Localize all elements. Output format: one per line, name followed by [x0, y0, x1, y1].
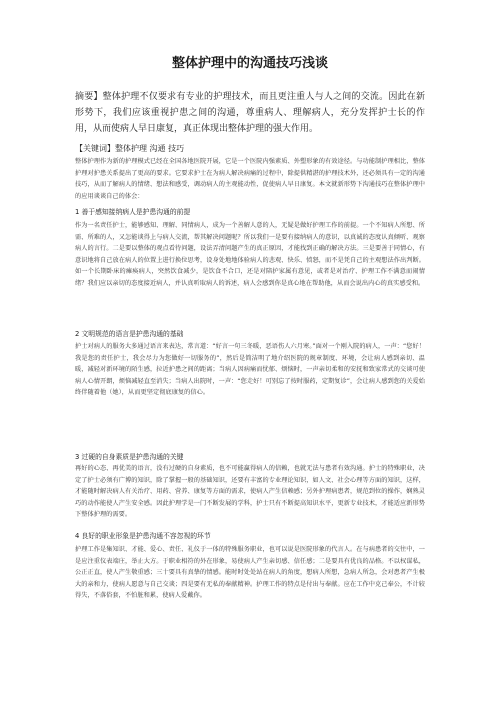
- section-body-2: 护士对病人的服务大多通过语言来表达，常言道：“好言一句三冬暖，恶语伤人六月寒。”面对一个刚入院的病人，一声：“您好！我是您的责任护士，我会尽力为您做好一切服务的”，然后是简洁明了地介绍医院的规章制度、环境，会让病人感到亲切、温暖，减轻对新环境的陌生感，拉近护患之间的距离；当病人因病痛而忧郁、烦恼时，一声亲切柔和的安抚和致家常式的交谈可使病人心情开朗，烦恼减轻直至消失；当病人出院时，一声：“您走好！可别忘了按时服药，定期复诊”，会让病人感到您的关爱始终伴随着他（她），从而更坚定彻底康复的信心。: [75, 343, 425, 396]
- section-body-4: 护理工作是集知识、才能、爱心、责任、礼仪于一体的特殊服务职业，也可以说是医院形象的代言人。在与病患者的交往中，一是应注重仪表端庄，举止大方。于职业相符的外在形象，易使病人产生亲切感、信任感；二是要具有优良的品格。不以权谋私，公正正直，使人产生敬重感；三十要具有真挚的情感。能时时处处站在病人的角度，想病人所想，急病人所急，会对患者产生极大的亲和力，使病人愿意与自己交谈；四是要有无私的奉献精神。护理工作的特点是付出与奉献。应在工作中克己奉公，不计较得失，不落俗套，不怕脏和累，使病人爱戴你。: [75, 546, 425, 599]
- document-title: 整体护理中的沟通技巧浅谈: [171, 56, 328, 71]
- keywords-line: 【关键词】整体护理 沟通 技巧: [75, 144, 185, 153]
- section-heading-1: 1 善于感知接纳病人是护患沟通的前提: [75, 208, 191, 216]
- section-heading-3: 3 过硬的自身素质是护患沟通的关键: [75, 453, 184, 461]
- section-body-1: 作为一名责任护士，能够感知、理解、同情病人，成为一个善解人意的人，无疑是做好护理工作的前提。一个不知病人所想、所需、所难的人，又怎能谈得上与病人交流，帮其解决问题呢？所以我们一是要有接纳病人的意识，以真诚的态度认真倾听、观察病人的言行。二是要以整体的观点看待问题，设法弄清问题产生的真正原因，才能找到正确的解决方法。三是要善于同情心，有意识地将自己放在病人的位置上进行换位思考，设身处地地体验病人的悲观、快乐、愤怒，而不是凭自己的主观想法作出判断。如一个长期卧床的瘫痪病人，突然饮食减少，是饮食不合口，还是对陪护家属有意见，或者是对治疗、护理工作不满意而闹情绪？我们应以亲切的态度接近病人，并认真听取病人的诉述，病人会感到你是真心地在帮助他，从而会说出内心的真实感受和。: [75, 222, 425, 287]
- section-heading-2: 2 文明规范的语言是护患沟通的基础: [75, 330, 184, 338]
- intro-paragraph: 整体护理作为新的护理模式已经在全国各地医院开展，它是一个医院内强素质、外塑形象的有效途径。与功能制护理相比，整体护理对护患关系提出了更高的要求。它要求护士在为病人解决病痛的过程中，除提供精湛的护理技术外，还必须具有一定的沟通技巧，从而了解病人的情绪、想法和感受，调动病人的主观能动性，促使病人早日康复。本文就新形势下沟通技巧在整体护理中的应用谈谈自己的体会：: [75, 158, 425, 200]
- abstract-paragraph: 摘要】整体护理不仅要求有专业的护理技术，而且更注重人与人之间的交流。因此在新形势下，我们应该重视护患之间的沟通，尊重病人、理解病人，充分发挥护士长的作用，从而使病人早日康复，真正体现出整体护理的强大作用。: [75, 92, 425, 134]
- section-heading-4: 4 良好的职业形象是护患沟通不容忽视的环节: [75, 532, 211, 540]
- section-body-3: 再好的心态、再优美的语言，没有过硬的自身素质，也不可能赢得病人的信赖，也就无法与患者有效沟通。护士的特殊职业，决定了护士必须有广博的知识，除了掌握一般的基础知识，还要有丰富的专业理论知识，如人文、社会心理等方面的知识，这样，才能随时解决病人有关治疗、用药、营养、康复等方面的需求，使病人产生信赖感；另外护理病患者，规范到位的操作，娴熟灵巧的动作能使人产生安全感。因此护理学是一门不断发展的学科，护士只有不断提高知识水平，更新专业技术，才能适应新形势下整体护理的需要。: [75, 465, 425, 518]
